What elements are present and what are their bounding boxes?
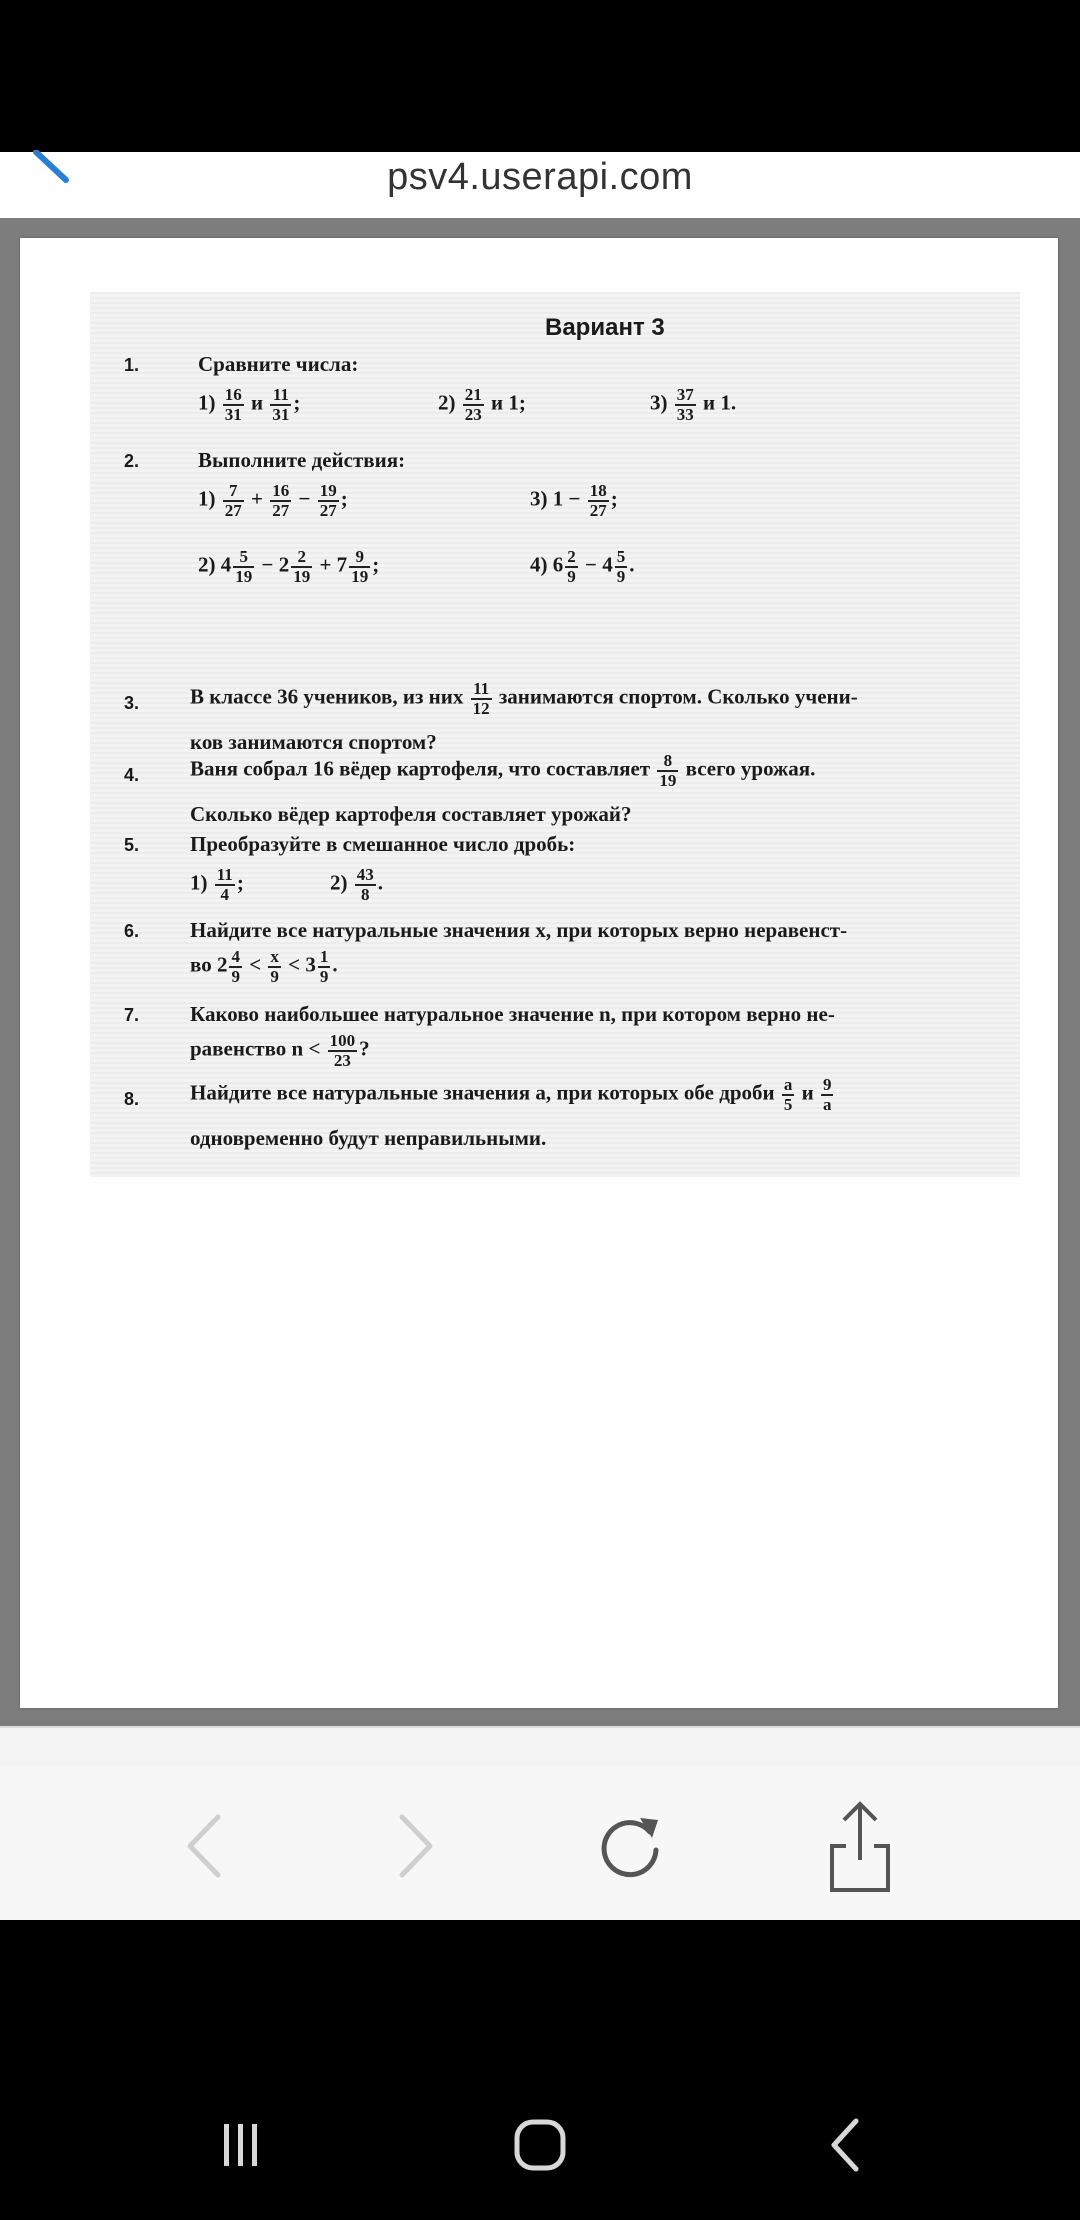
task-number: 1. [124, 355, 140, 375]
variant-title: Вариант 3 [545, 314, 665, 341]
task-number: 7. [124, 1005, 140, 1025]
fraction: $\frac{1}{9}$ [319, 947, 329, 986]
task2-item-4: 4) 6 $\frac{2}{9}$ − 4 $\frac{5}{9}$ . [530, 547, 635, 586]
reload-icon [592, 1808, 668, 1884]
fraction: $\frac{8}{19}$ [659, 751, 677, 790]
fraction: $\frac{37}{33}$ [676, 385, 694, 424]
fraction: $\frac{9}{a}$ [822, 1075, 832, 1114]
recents-button[interactable] [200, 2110, 280, 2180]
fraction: $\frac{11}{4}$ [216, 865, 233, 904]
fraction: $\frac{11}{31}$ [272, 385, 290, 424]
task7-line-2: равенство n < $\frac{100}{23}$ ? [190, 1031, 370, 1070]
fraction: $\frac{5}{9}$ [616, 547, 626, 586]
task1-item-1: 1) $\frac{16}{31}$ и $\frac{11}{31}$ ; [198, 385, 301, 424]
recents-icon [210, 2120, 270, 2170]
fraction: $\frac{4}{9}$ [231, 947, 240, 986]
task2-item-3: 3) 1 − $\frac{18}{27}$ ; [530, 481, 618, 520]
task7-line-1: Каково наибольшее натуральное значение n, при котором верно не- [190, 1002, 835, 1026]
fraction: $\frac{21}{23}$ [464, 385, 482, 424]
fraction: $\frac{19}{27}$ [319, 481, 337, 520]
url-text[interactable]: psv4.userapi.com [387, 156, 693, 198]
fraction: $\frac{16}{31}$ [224, 385, 242, 424]
task1-item-2: 2) $\frac{21}{23}$ и 1; [438, 385, 526, 424]
task-number: 4. [124, 765, 140, 785]
forward-button[interactable] [370, 1806, 460, 1886]
fraction: $\frac{43}{8}$ [356, 865, 374, 904]
task8-line-2: одновременно будут неправильными. [190, 1126, 547, 1150]
task-number: 2. [124, 451, 140, 471]
task1-item-3: 3) $\frac{37}{33}$ и 1. [650, 385, 737, 424]
task8-line-1: Найдите все натуральные значения a, при которых обе дроби $\frac{a}{5}$ и $\frac{9}{a}$ [190, 1075, 832, 1114]
browser-toolbar [0, 1766, 1080, 1920]
task-number: 5. [124, 835, 140, 855]
task6-line-1: Найдите все натуральные значения x, при которых верно неравенст- [190, 918, 848, 942]
fraction: $\frac{11}{12}$ [472, 679, 490, 718]
task-text: Преобразуйте в смешанное число дробь: [190, 832, 576, 856]
fraction: $\frac{16}{27}$ [272, 481, 290, 520]
task6-line-2: во 2 $\frac{4}{9}$ < $\frac{x}{9}$ < 3 $\frac{1}{9}$ . [190, 947, 338, 986]
fraction: $\frac{7}{27}$ [224, 481, 242, 520]
toolbar-divider [0, 1726, 1080, 1766]
fraction: $\frac{2}{9}$ [567, 547, 576, 586]
task2-item-2: 2) 4 $\frac{5}{19}$ − 2 $\frac{2}{19}$ + 7 $\frac{9}{19}$ ; [198, 547, 380, 586]
share-button[interactable] [815, 1806, 905, 1886]
task-text: Сравните числа: [198, 352, 359, 376]
task-number: 3. [124, 693, 140, 713]
home-icon [510, 2115, 570, 2175]
task5-item-1: 1) $\frac{11}{4}$ ; [190, 865, 244, 904]
task4-line-2: Сколько вёдер картофеля составляет урожай? [190, 802, 632, 826]
task5-item-2: 2) $\frac{43}{8}$ . [330, 865, 383, 904]
fraction: $\frac{2}{19}$ [293, 547, 311, 586]
scanned-worksheet [90, 292, 1020, 1177]
fraction: $\frac{a}{5}$ [783, 1075, 793, 1114]
task3-line-2: ков занимаются спортом? [190, 730, 437, 754]
task-number: 8. [124, 1089, 140, 1109]
task-number: 6. [124, 921, 140, 941]
home-button[interactable] [500, 2110, 580, 2180]
fraction: $\frac{18}{27}$ [589, 481, 607, 520]
chevron-left-icon [180, 1811, 230, 1881]
back-button[interactable] [160, 1806, 250, 1886]
fraction: $\frac{100}{23}$ [329, 1031, 356, 1070]
fraction: $\frac{9}{19}$ [351, 547, 369, 586]
status-bar-area [0, 0, 1080, 152]
nav-back-button[interactable] [805, 2110, 885, 2180]
reload-button[interactable] [585, 1806, 675, 1886]
fraction: $\frac{5}{19}$ [235, 547, 253, 586]
task3-line-1: В классе 36 учеников, из них $\frac{11}{12}$ занимаются спортом. Сколько учени- [190, 679, 858, 718]
fraction: $\frac{x}{9}$ [270, 947, 279, 986]
task-text: Выполните действия: [198, 448, 406, 472]
task4-line-1: Ваня собрал 16 вёдер картофеля, что составляет $\frac{8}{19}$ всего урожая. [190, 751, 816, 790]
chevron-right-icon [390, 1811, 440, 1881]
task2-item-1: 1) $\frac{7}{27}$ + $\frac{16}{27}$ − $\frac{19}{27}$ ; [198, 481, 348, 520]
share-icon [822, 1796, 898, 1896]
nav-back-icon [820, 2115, 870, 2175]
